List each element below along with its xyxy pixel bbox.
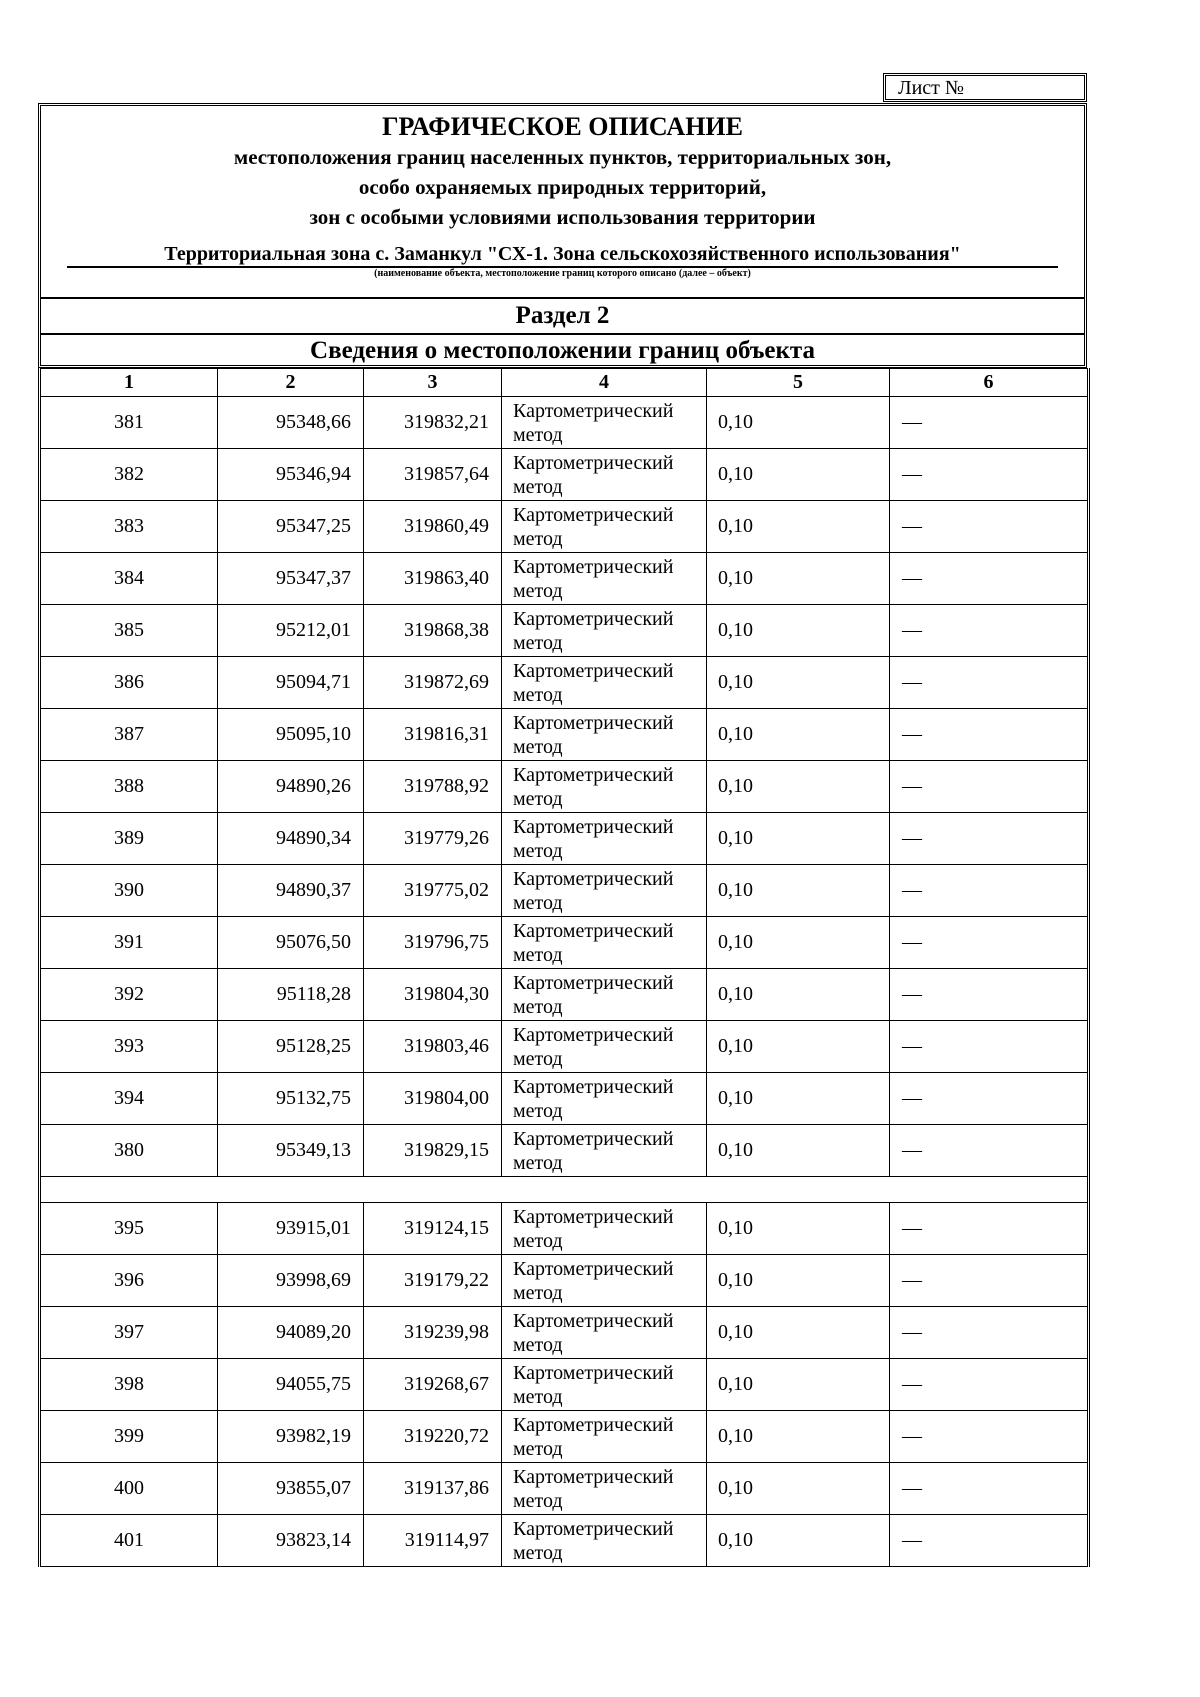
accuracy-cell: 0,10 — [707, 501, 890, 553]
table-row — [40, 813, 1089, 865]
coordinate-x-cell: 95095,10 — [218, 709, 364, 761]
table-row — [40, 1125, 1089, 1177]
description-cell: — — [890, 605, 1089, 657]
coordinate-y-cell: 319829,15 — [364, 1125, 502, 1177]
coordinate-y-cell: 319863,40 — [364, 553, 502, 605]
coordinate-y-cell: 319220,72 — [364, 1411, 502, 1463]
coordinate-y-cell: 319775,02 — [364, 865, 502, 917]
method-cell: Картометрический метод — [502, 1307, 707, 1359]
method-cell: Картометрический метод — [502, 865, 707, 917]
coordinate-y-cell: 319179,22 — [364, 1255, 502, 1307]
column-header: 1 — [40, 369, 218, 397]
method-cell: Картометрический метод — [502, 1255, 707, 1307]
accuracy-cell: 0,10 — [707, 1125, 890, 1177]
point-number-cell: 390 — [40, 865, 218, 917]
coordinate-x-cell: 95128,25 — [218, 1021, 364, 1073]
accuracy-cell: 0,10 — [707, 657, 890, 709]
method-cell: Картометрический метод — [502, 1125, 707, 1177]
point-number-cell: 380 — [40, 1125, 218, 1177]
table-body — [40, 397, 1089, 1567]
document-header — [38, 103, 1087, 368]
accuracy-cell: 0,10 — [707, 1073, 890, 1125]
description-cell: — — [890, 865, 1089, 917]
description-cell: — — [890, 657, 1089, 709]
point-number-cell: 386 — [40, 657, 218, 709]
coordinate-x-cell: 93915,01 — [218, 1203, 364, 1255]
coordinate-y-cell: 319779,26 — [364, 813, 502, 865]
table-row — [40, 1021, 1089, 1073]
subtitle-line-3: зон с особыми условиями использования территории — [309, 205, 816, 229]
method-cell: Картометрический метод — [502, 657, 707, 709]
point-number-cell: 381 — [40, 397, 218, 449]
coordinate-x-cell: 93998,69 — [218, 1255, 364, 1307]
coordinate-x-cell: 95094,71 — [218, 657, 364, 709]
accuracy-cell: 0,10 — [707, 605, 890, 657]
accuracy-cell: 0,10 — [707, 1463, 890, 1515]
coordinate-x-cell: 94089,20 — [218, 1307, 364, 1359]
method-cell: Картометрический метод — [502, 1203, 707, 1255]
point-number-cell: 397 — [40, 1307, 218, 1359]
coordinate-y-cell: 319268,67 — [364, 1359, 502, 1411]
method-cell: Картометрический метод — [502, 1515, 707, 1567]
coordinate-x-cell: 94890,34 — [218, 813, 364, 865]
method-cell: Картометрический метод — [502, 813, 707, 865]
accuracy-cell: 0,10 — [707, 761, 890, 813]
description-cell: — — [890, 397, 1089, 449]
point-number-cell: 387 — [40, 709, 218, 761]
object-name: Территориальная зона с. Заманкул "СХ-1. Зона сельскохозяйственного использования" — [67, 242, 1058, 268]
coordinate-x-cell: 94890,37 — [218, 865, 364, 917]
description-cell: — — [890, 1411, 1089, 1463]
method-cell: Картометрический метод — [502, 917, 707, 969]
accuracy-cell: 0,10 — [707, 1255, 890, 1307]
table-row — [40, 1411, 1089, 1463]
section-number: Раздел 2 — [41, 297, 1084, 333]
table-row — [40, 1073, 1089, 1125]
method-cell: Картометрический метод — [502, 501, 707, 553]
point-number-cell: 401 — [40, 1515, 218, 1567]
coordinate-x-cell: 95132,75 — [218, 1073, 364, 1125]
coordinate-x-cell: 95076,50 — [218, 917, 364, 969]
accuracy-cell: 0,10 — [707, 1203, 890, 1255]
coordinate-y-cell: 319804,00 — [364, 1073, 502, 1125]
column-header: 5 — [707, 369, 890, 397]
accuracy-cell: 0,10 — [707, 553, 890, 605]
table-row — [40, 761, 1089, 813]
coordinate-y-cell: 319788,92 — [364, 761, 502, 813]
description-cell: — — [890, 1125, 1089, 1177]
coordinate-x-cell: 93823,14 — [218, 1515, 364, 1567]
accuracy-cell: 0,10 — [707, 449, 890, 501]
group-separator-row — [40, 1177, 1089, 1203]
coordinate-y-cell: 319803,46 — [364, 1021, 502, 1073]
point-number-cell: 383 — [40, 501, 218, 553]
coordinate-x-cell: 95347,37 — [218, 553, 364, 605]
accuracy-cell: 0,10 — [707, 1359, 890, 1411]
description-cell: — — [890, 501, 1089, 553]
table-row — [40, 1307, 1089, 1359]
group-separator-cell — [40, 1177, 1089, 1203]
description-cell: — — [890, 1307, 1089, 1359]
column-header: 4 — [502, 369, 707, 397]
accuracy-cell: 0,10 — [707, 969, 890, 1021]
coordinate-x-cell: 95348,66 — [218, 397, 364, 449]
coordinate-x-cell: 93855,07 — [218, 1463, 364, 1515]
table-row — [40, 1515, 1089, 1567]
table-row — [40, 553, 1089, 605]
coordinate-y-cell: 319872,69 — [364, 657, 502, 709]
table-row — [40, 1463, 1089, 1515]
description-cell: — — [890, 1073, 1089, 1125]
description-cell: — — [890, 813, 1089, 865]
coordinate-y-cell: 319137,86 — [364, 1463, 502, 1515]
column-header: 3 — [364, 369, 502, 397]
method-cell: Картометрический метод — [502, 1021, 707, 1073]
table-row — [40, 917, 1089, 969]
description-cell: — — [890, 1359, 1089, 1411]
accuracy-cell: 0,10 — [707, 1515, 890, 1567]
accuracy-cell: 0,10 — [707, 709, 890, 761]
method-cell: Картометрический метод — [502, 449, 707, 501]
point-number-cell: 398 — [40, 1359, 218, 1411]
description-cell: — — [890, 1463, 1089, 1515]
table-row — [40, 501, 1089, 553]
table-row — [40, 969, 1089, 1021]
coordinate-y-cell: 319796,75 — [364, 917, 502, 969]
point-number-cell: 389 — [40, 813, 218, 865]
point-number-cell: 395 — [40, 1203, 218, 1255]
point-number-cell: 393 — [40, 1021, 218, 1073]
method-cell: Картометрический метод — [502, 1359, 707, 1411]
coordinate-x-cell: 95349,13 — [218, 1125, 364, 1177]
point-number-cell: 388 — [40, 761, 218, 813]
accuracy-cell: 0,10 — [707, 813, 890, 865]
coordinate-x-cell: 95346,94 — [218, 449, 364, 501]
method-cell: Картометрический метод — [502, 605, 707, 657]
column-header: 2 — [218, 369, 364, 397]
description-cell: — — [890, 553, 1089, 605]
coordinate-y-cell: 319868,38 — [364, 605, 502, 657]
coordinate-x-cell: 94055,75 — [218, 1359, 364, 1411]
description-cell: — — [890, 709, 1089, 761]
description-cell: — — [890, 1515, 1089, 1567]
subtitle-line-2: особо охраняемых природных территорий, — [358, 175, 767, 199]
table-row — [40, 657, 1089, 709]
coordinate-x-cell: 94890,26 — [218, 761, 364, 813]
point-number-cell: 394 — [40, 1073, 218, 1125]
method-cell: Картометрический метод — [502, 1073, 707, 1125]
table-row — [40, 1255, 1089, 1307]
description-cell: — — [890, 449, 1089, 501]
accuracy-cell: 0,10 — [707, 917, 890, 969]
description-cell: — — [890, 1021, 1089, 1073]
method-cell: Картометрический метод — [502, 969, 707, 1021]
accuracy-cell: 0,10 — [707, 1411, 890, 1463]
table-row — [40, 1359, 1089, 1411]
point-number-cell: 400 — [40, 1463, 218, 1515]
point-number-cell: 391 — [40, 917, 218, 969]
coordinates-table — [38, 368, 1090, 1567]
coordinate-y-cell: 319832,21 — [364, 397, 502, 449]
table-row — [40, 865, 1089, 917]
point-number-cell: 396 — [40, 1255, 218, 1307]
description-cell: — — [890, 761, 1089, 813]
table-row — [40, 709, 1089, 761]
point-number-cell: 392 — [40, 969, 218, 1021]
point-number-cell: 382 — [40, 449, 218, 501]
description-cell: — — [890, 917, 1089, 969]
section-title: Сведения о местоположении границ объекта — [41, 333, 1084, 367]
coordinate-x-cell: 95118,28 — [218, 969, 364, 1021]
point-number-cell: 384 — [40, 553, 218, 605]
coordinate-y-cell: 319124,15 — [364, 1203, 502, 1255]
coordinate-x-cell: 93982,19 — [218, 1411, 364, 1463]
coordinate-y-cell: 319239,98 — [364, 1307, 502, 1359]
document-title: ГРАФИЧЕСКОЕ ОПИСАНИЕ — [382, 112, 743, 141]
coordinate-y-cell: 319860,49 — [364, 501, 502, 553]
accuracy-cell: 0,10 — [707, 865, 890, 917]
table-row — [40, 1203, 1089, 1255]
accuracy-cell: 0,10 — [707, 1307, 890, 1359]
coordinate-y-cell: 319114,97 — [364, 1515, 502, 1567]
accuracy-cell: 0,10 — [707, 397, 890, 449]
point-number-cell: 385 — [40, 605, 218, 657]
description-cell: — — [890, 1203, 1089, 1255]
point-number-cell: 399 — [40, 1411, 218, 1463]
method-cell: Картометрический метод — [502, 761, 707, 813]
table-row — [40, 397, 1089, 449]
description-cell: — — [890, 969, 1089, 1021]
method-cell: Картометрический метод — [502, 397, 707, 449]
coordinate-y-cell: 319804,30 — [364, 969, 502, 1021]
coordinate-y-cell: 319816,31 — [364, 709, 502, 761]
description-cell: — — [890, 1255, 1089, 1307]
subtitle-line-1: местоположения границ населенных пунктов, территориальных зон, — [233, 145, 892, 169]
sheet-number-box: Лист № — [883, 73, 1087, 102]
accuracy-cell: 0,10 — [707, 1021, 890, 1073]
method-cell: Картометрический метод — [502, 553, 707, 605]
column-header: 6 — [890, 369, 1089, 397]
table-row — [40, 449, 1089, 501]
method-cell: Картометрический метод — [502, 1411, 707, 1463]
coordinate-x-cell: 95212,01 — [218, 605, 364, 657]
object-name-hint: (наименование объекта, местоположение границ которого описано (далее – объект) — [374, 268, 751, 279]
coordinate-x-cell: 95347,25 — [218, 501, 364, 553]
method-cell: Картометрический метод — [502, 709, 707, 761]
coordinate-y-cell: 319857,64 — [364, 449, 502, 501]
table-row — [40, 605, 1089, 657]
table-header-row — [40, 369, 1089, 397]
method-cell: Картометрический метод — [502, 1463, 707, 1515]
